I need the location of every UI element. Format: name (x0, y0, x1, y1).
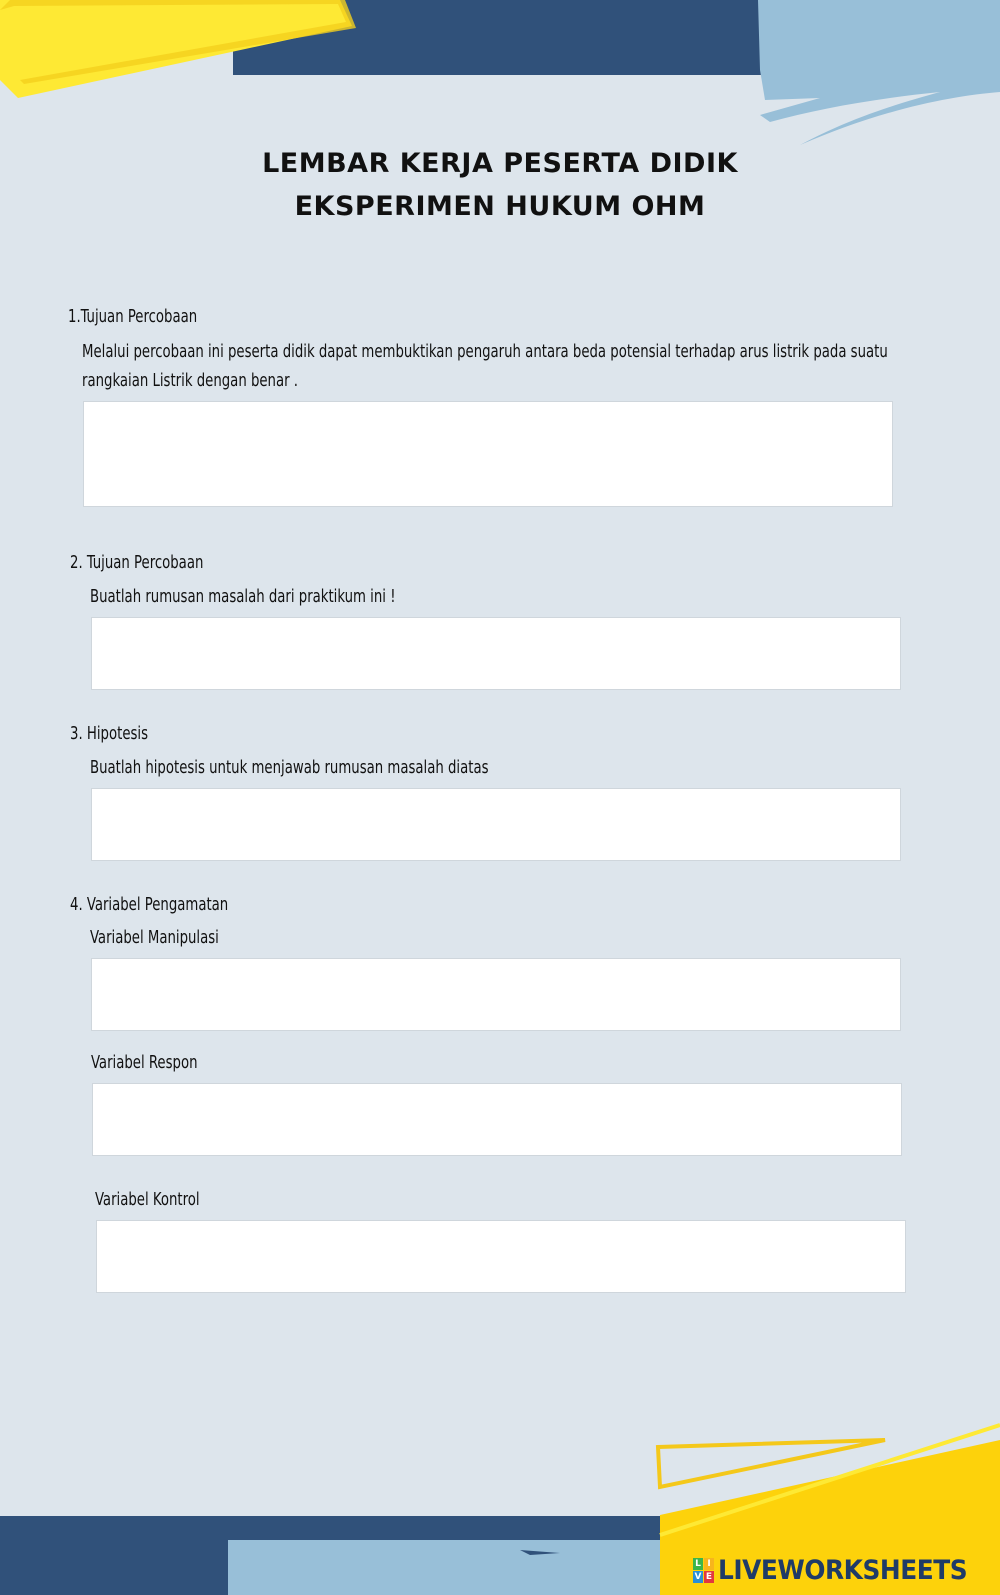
section-2-text: Buatlah rumusan masalah dari praktikum ini ! (90, 586, 396, 607)
logo-letter-l: L (693, 1558, 703, 1570)
page-title-line2: EKSPERIMEN HUKUM OHM (294, 191, 706, 222)
page-title-line1: LEMBAR KERJA PESERTA DIDIK (262, 148, 738, 179)
section-1-text-line2: rangkaian Listrik dengan benar . (82, 370, 299, 391)
variabel-manipulasi-label: Variabel Manipulasi (90, 927, 219, 948)
variabel-kontrol-label: Variabel Kontrol (95, 1189, 200, 1210)
answer-box-manipulasi[interactable] (91, 958, 901, 1031)
section-3-text: Buatlah hipotesis untuk menjawab rumusan masalah diatas (90, 757, 489, 778)
variabel-respon-label: Variabel Respon (91, 1052, 198, 1073)
answer-box-3[interactable] (91, 788, 901, 861)
logo-letter-v: V (694, 1571, 702, 1582)
logo-letter-grid-icon (693, 1558, 714, 1583)
logo-letter-e: E (705, 1571, 713, 1582)
logo-text: LIVEWORKSHEETS (718, 1554, 968, 1586)
logo-letter-i: I (704, 1558, 714, 1570)
answer-box-kontrol[interactable] (96, 1220, 906, 1293)
section-3-heading: 3. Hipotesis (70, 723, 149, 744)
answer-box-2[interactable] (91, 617, 901, 690)
section-1-text-line1: Melalui percobaan ini peserta didik dapat membuktikan pengaruh antara beda potensial terhadap arus listrik pada suatu (82, 341, 888, 362)
answer-box-respon[interactable] (92, 1083, 902, 1156)
section-4-heading: 4. Variabel Pengamatan (70, 894, 229, 915)
answer-box-1[interactable] (83, 401, 893, 507)
section-1-heading: 1.Tujuan Percobaan (68, 306, 198, 327)
section-2-heading: 2. Tujuan Percobaan (70, 552, 204, 573)
liveworksheets-logo[interactable] (693, 1555, 989, 1585)
